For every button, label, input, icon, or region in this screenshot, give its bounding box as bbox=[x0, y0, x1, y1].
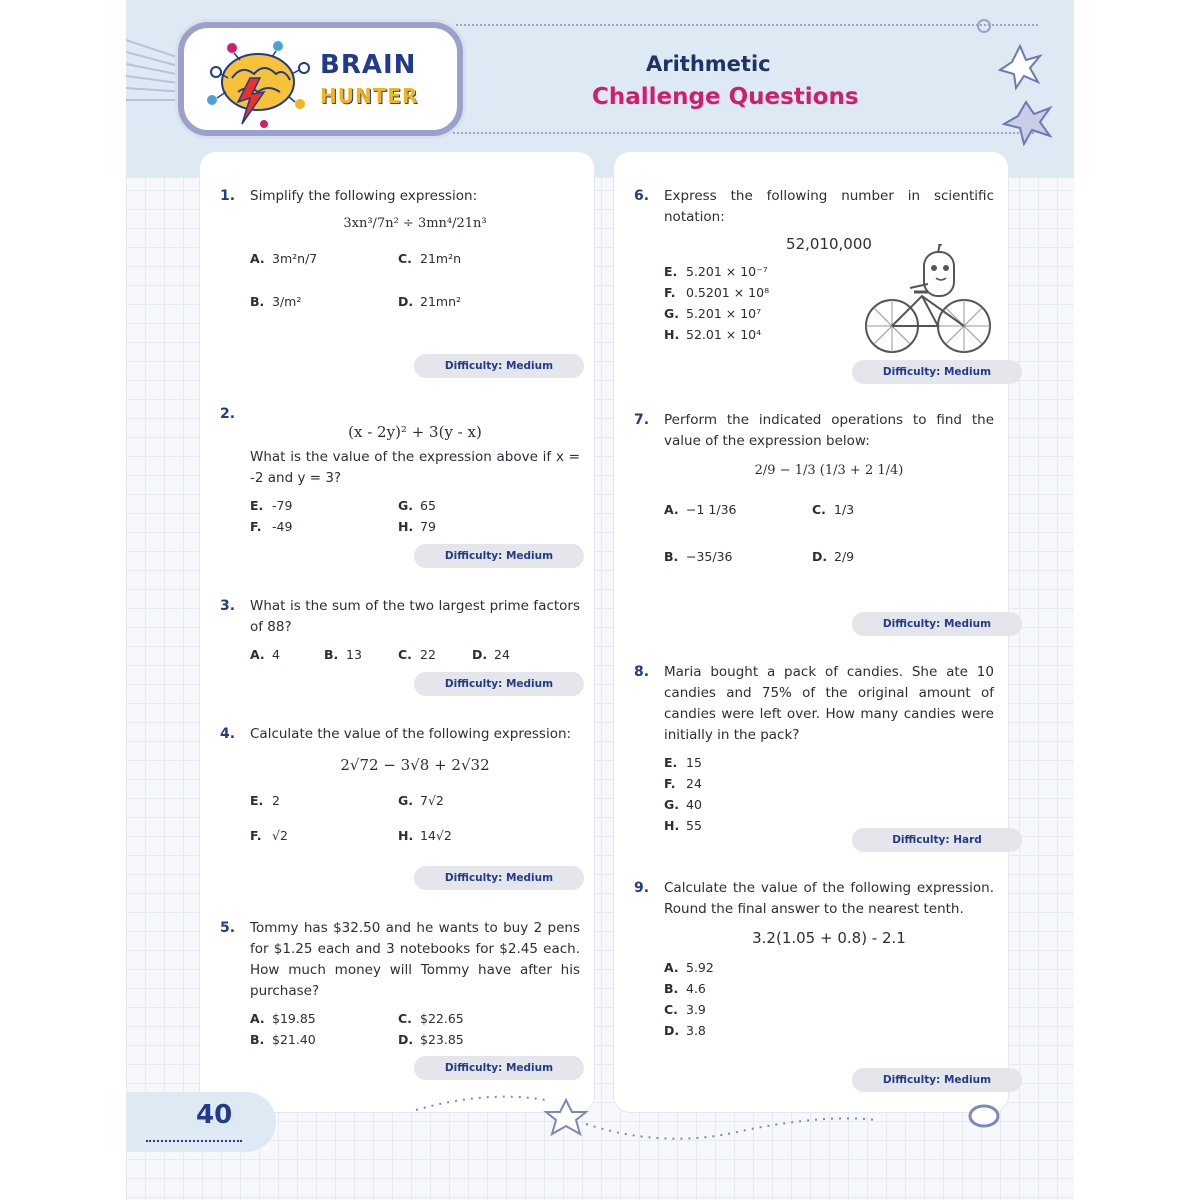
option-value: 2/9 bbox=[834, 549, 855, 564]
option-letter: C. bbox=[812, 502, 826, 517]
option-letter: C. bbox=[398, 251, 412, 266]
page-title-line2: Challenge Questions bbox=[592, 84, 859, 110]
option[interactable] bbox=[250, 248, 398, 269]
option-value: −35/36 bbox=[686, 549, 733, 564]
option[interactable] bbox=[250, 790, 398, 811]
option[interactable] bbox=[324, 644, 398, 665]
option-value: 55 bbox=[686, 818, 702, 833]
option[interactable] bbox=[664, 957, 864, 978]
option-letter: A. bbox=[250, 647, 265, 662]
question-expression: 2/9 − 1/3 (1/3 + 2 1/4) bbox=[754, 463, 904, 478]
option-value: 22 bbox=[420, 647, 436, 662]
option[interactable] bbox=[250, 1029, 398, 1050]
question-number: 8. bbox=[634, 664, 650, 680]
question-8 bbox=[634, 662, 994, 836]
question-7 bbox=[634, 410, 994, 567]
option-letter: E. bbox=[664, 264, 678, 279]
footer-star-trail-icon bbox=[406, 1080, 1006, 1150]
option-value: $23.85 bbox=[420, 1032, 464, 1047]
brain-hunter-logo bbox=[178, 22, 463, 136]
option-value: 3.8 bbox=[686, 1023, 706, 1038]
option-value: 24 bbox=[494, 647, 510, 662]
option[interactable] bbox=[664, 282, 864, 303]
question-number: 1. bbox=[220, 188, 236, 204]
option-letter: F. bbox=[664, 776, 676, 791]
question-5 bbox=[220, 918, 580, 1050]
option[interactable] bbox=[664, 815, 864, 836]
option-value: 2 bbox=[272, 793, 280, 808]
option-letter: D. bbox=[812, 549, 828, 564]
question-expression: 3xn³/7n² ÷ 3mn⁴/21n³ bbox=[343, 216, 487, 231]
robot-cyclist-icon bbox=[858, 244, 998, 356]
option-value: 3/m² bbox=[272, 294, 302, 309]
option-letter: B. bbox=[250, 1032, 265, 1047]
option[interactable] bbox=[664, 261, 864, 282]
option[interactable] bbox=[250, 516, 398, 537]
option[interactable] bbox=[398, 1029, 546, 1050]
question-text: Maria bought a pack of candies. She ate 10 candies and 75% of the original amount of candies were left over. How many candies were initially in the pack? bbox=[664, 664, 994, 743]
option[interactable] bbox=[812, 499, 960, 520]
option-letter: A. bbox=[664, 502, 679, 517]
option-letter: G. bbox=[664, 306, 680, 321]
option-letter: A. bbox=[664, 960, 679, 975]
option-letter: D. bbox=[398, 1032, 414, 1047]
option-letter: D. bbox=[398, 294, 414, 309]
logo-hunter-text: HUNTER bbox=[320, 84, 419, 108]
option-letter: C. bbox=[398, 647, 412, 662]
option-value: √2 bbox=[272, 828, 288, 843]
question-number: 2. bbox=[220, 406, 236, 422]
question-text: Simplify the following expression: bbox=[250, 188, 478, 204]
option[interactable] bbox=[398, 495, 546, 516]
option-letter: G. bbox=[398, 498, 414, 513]
option-letter: F. bbox=[664, 285, 676, 300]
option-value: −1 1/36 bbox=[686, 502, 737, 517]
header-dotted-line bbox=[456, 24, 1038, 26]
question-number: 6. bbox=[634, 188, 650, 204]
difficulty-badge: Difficulty: Medium bbox=[852, 360, 1022, 384]
option-value: 7√2 bbox=[420, 793, 444, 808]
question-number: 7. bbox=[634, 412, 650, 428]
option-value: $19.85 bbox=[272, 1011, 316, 1026]
logo-brain-text: BRAIN bbox=[320, 50, 417, 80]
option[interactable] bbox=[664, 324, 864, 345]
option[interactable] bbox=[398, 644, 472, 665]
question-text: Perform the indicated operations to find the value of the expression below: bbox=[664, 412, 994, 449]
question-expression: 52,010,000 bbox=[786, 235, 872, 253]
option-value: -49 bbox=[272, 519, 293, 534]
option-letter: B. bbox=[324, 647, 339, 662]
option[interactable] bbox=[664, 752, 864, 773]
left-question-card bbox=[200, 152, 594, 1112]
option-value: 14√2 bbox=[420, 828, 452, 843]
option-value: 21m²n bbox=[420, 251, 462, 266]
option-letter: H. bbox=[398, 828, 414, 843]
question-number: 3. bbox=[220, 598, 236, 614]
question-9 bbox=[634, 878, 994, 1041]
option-value: 3m²n/7 bbox=[272, 251, 318, 266]
option[interactable] bbox=[398, 291, 546, 312]
option-value: 65 bbox=[420, 498, 436, 513]
difficulty-badge: Difficulty: Medium bbox=[414, 1056, 584, 1080]
right-question-card bbox=[614, 152, 1008, 1112]
option-letter: A. bbox=[250, 1011, 265, 1026]
option-letter: F. bbox=[250, 828, 262, 843]
workbook-page bbox=[126, 0, 1074, 1200]
question-number: 4. bbox=[220, 726, 236, 742]
page-title-line1: Arithmetic bbox=[646, 52, 771, 76]
option-letter: A. bbox=[250, 251, 265, 266]
question-2 bbox=[220, 404, 580, 537]
question-3 bbox=[220, 596, 580, 665]
option[interactable] bbox=[250, 644, 324, 665]
stars-decoration-icon bbox=[966, 10, 1066, 160]
option-letter: E. bbox=[250, 793, 264, 808]
question-text: What is the value of the expression above if x = -2 and y = 3? bbox=[250, 449, 580, 486]
difficulty-badge: Difficulty: Medium bbox=[414, 354, 584, 378]
option-value: 0.5201 × 10⁸ bbox=[686, 285, 770, 300]
option[interactable] bbox=[472, 644, 546, 665]
question-text: Calculate the value of the following expression: bbox=[250, 726, 572, 742]
option-value: 5.92 bbox=[686, 960, 714, 975]
option[interactable] bbox=[398, 825, 546, 846]
page-number-dotted-line bbox=[146, 1140, 242, 1142]
option[interactable] bbox=[664, 499, 812, 520]
option[interactable] bbox=[250, 495, 398, 516]
question-expression: (x - 2y)² + 3(y - x) bbox=[348, 423, 482, 441]
option-value: 5.201 × 10⁷ bbox=[686, 306, 762, 321]
option[interactable] bbox=[398, 790, 546, 811]
option-letter: C. bbox=[398, 1011, 412, 1026]
option-value: 24 bbox=[686, 776, 702, 791]
question-4 bbox=[220, 724, 580, 846]
option-value: 21mn² bbox=[420, 294, 462, 309]
option-value: 1/3 bbox=[834, 502, 855, 517]
question-expression: 2√72 − 3√8 + 2√32 bbox=[340, 756, 490, 774]
option-value: 79 bbox=[420, 519, 436, 534]
difficulty-badge: Difficulty: Medium bbox=[852, 1068, 1022, 1092]
option-letter: G. bbox=[664, 797, 680, 812]
option-value: 13 bbox=[346, 647, 362, 662]
option-letter: E. bbox=[664, 755, 678, 770]
option[interactable] bbox=[250, 1008, 398, 1029]
option[interactable] bbox=[664, 773, 864, 794]
option[interactable] bbox=[812, 546, 960, 567]
option[interactable] bbox=[398, 248, 546, 269]
question-expression: 3.2(1.05 + 0.8) - 2.1 bbox=[752, 929, 906, 947]
option[interactable] bbox=[664, 794, 864, 815]
option[interactable] bbox=[250, 291, 398, 312]
option-letter: B. bbox=[250, 294, 265, 309]
option-letter: G. bbox=[398, 793, 414, 808]
option-letter: B. bbox=[664, 549, 679, 564]
question-number: 5. bbox=[220, 920, 236, 936]
option[interactable] bbox=[664, 546, 812, 567]
option-letter: H. bbox=[664, 818, 680, 833]
option-value: 52.01 × 10⁴ bbox=[686, 327, 762, 342]
difficulty-badge: Difficulty: Medium bbox=[852, 612, 1022, 636]
option-value: 5.201 × 10⁻⁷ bbox=[686, 264, 768, 279]
option-letter: B. bbox=[664, 981, 679, 996]
option-value: 4.6 bbox=[686, 981, 706, 996]
option[interactable] bbox=[664, 999, 864, 1020]
option-letter: D. bbox=[664, 1023, 680, 1038]
option[interactable] bbox=[664, 978, 864, 999]
option[interactable] bbox=[250, 825, 398, 846]
question-number: 9. bbox=[634, 880, 650, 896]
question-1 bbox=[220, 186, 580, 312]
option[interactable] bbox=[664, 1020, 864, 1041]
option-letter: F. bbox=[250, 519, 262, 534]
option-value: 4 bbox=[272, 647, 280, 662]
difficulty-badge: Difficulty: Medium bbox=[414, 866, 584, 890]
option-value: $21.40 bbox=[272, 1032, 316, 1047]
question-text: Tommy has $32.50 and he wants to buy 2 pens for $1.25 each and 3 notebooks for $2.45 each. How much money will Tommy have after his purchase? bbox=[250, 920, 580, 999]
difficulty-badge: Difficulty: Hard bbox=[852, 828, 1022, 852]
option-value: 3.9 bbox=[686, 1002, 706, 1017]
question-text: Calculate the value of the following expression. Round the final answer to the nearest tenth. bbox=[664, 880, 994, 917]
option-value: $22.65 bbox=[420, 1011, 464, 1026]
option-letter: C. bbox=[664, 1002, 678, 1017]
option-letter: H. bbox=[664, 327, 680, 342]
option-letter: H. bbox=[398, 519, 414, 534]
question-text: Express the following number in scientific notation: bbox=[664, 188, 994, 225]
option[interactable] bbox=[398, 1008, 546, 1029]
option[interactable] bbox=[664, 303, 864, 324]
header-dotted-line bbox=[442, 132, 1034, 134]
option-letter: E. bbox=[250, 498, 264, 513]
option-value: 40 bbox=[686, 797, 702, 812]
brain-icon bbox=[202, 38, 312, 128]
difficulty-badge: Difficulty: Medium bbox=[414, 544, 584, 568]
option-value: -79 bbox=[272, 498, 293, 513]
question-text: What is the sum of the two largest prime factors of 88? bbox=[250, 598, 580, 635]
option-value: 15 bbox=[686, 755, 702, 770]
option[interactable] bbox=[398, 516, 546, 537]
option-letter: D. bbox=[472, 647, 488, 662]
page-number: 40 bbox=[196, 1100, 233, 1130]
difficulty-badge: Difficulty: Medium bbox=[414, 672, 584, 696]
